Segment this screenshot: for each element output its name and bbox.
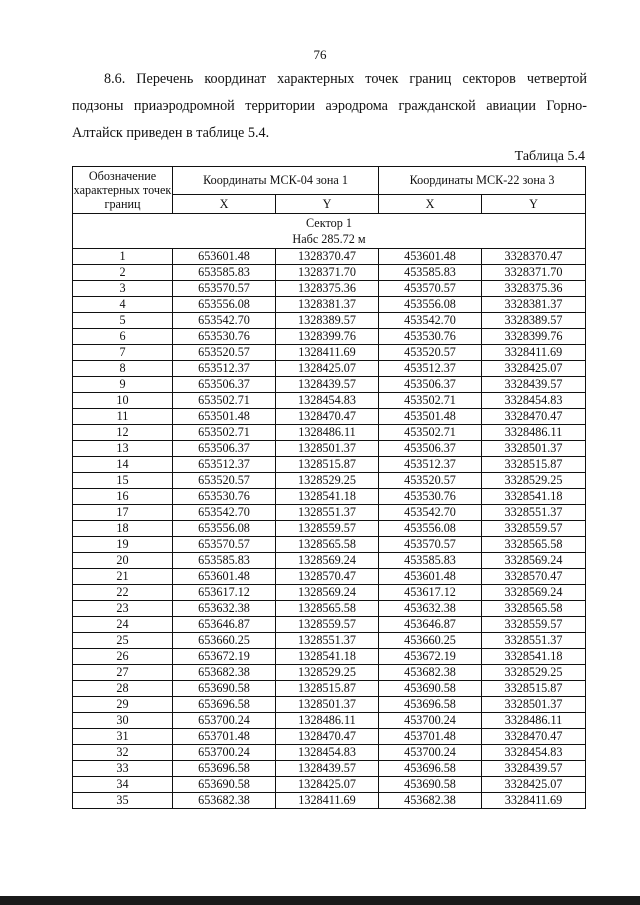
point-number-cell: 30 (73, 713, 173, 729)
table-row (73, 377, 586, 393)
msk22-y-cell: 3328454.83 (482, 393, 586, 409)
msk22-y-cell: 3328541.18 (482, 489, 586, 505)
header-msk04: Координаты МСК-04 зона 1 (173, 167, 379, 195)
msk22-y-cell: 3328399.76 (482, 329, 586, 345)
msk22-y-cell: 3328411.69 (482, 345, 586, 361)
msk04-y-cell: 1328569.24 (276, 585, 379, 601)
msk04-x-cell: 653542.70 (173, 505, 276, 521)
msk04-x-cell: 653570.57 (173, 281, 276, 297)
point-number-cell: 3 (73, 281, 173, 297)
msk04-y-cell: 1328439.57 (276, 761, 379, 777)
msk22-y-cell: 3328425.07 (482, 777, 586, 793)
msk04-x-cell: 653696.58 (173, 697, 276, 713)
point-number-cell: 34 (73, 777, 173, 793)
table-row (73, 729, 586, 745)
msk22-y-cell: 3328411.69 (482, 793, 586, 809)
point-number-cell: 15 (73, 473, 173, 489)
msk22-y-cell: 3328370.47 (482, 249, 586, 265)
msk22-x-cell: 453696.58 (379, 697, 482, 713)
table-row (73, 297, 586, 313)
msk22-y-cell: 3328559.57 (482, 617, 586, 633)
table-row (73, 313, 586, 329)
msk04-y-cell: 1328541.18 (276, 489, 379, 505)
msk04-y-cell: 1328454.83 (276, 393, 379, 409)
msk22-x-cell: 453512.37 (379, 457, 482, 473)
sector-title: Сектор 1 (306, 216, 352, 230)
table-row (73, 329, 586, 345)
msk22-x-cell: 453542.70 (379, 313, 482, 329)
msk22-x-cell: 453690.58 (379, 777, 482, 793)
msk04-y-cell: 1328541.18 (276, 649, 379, 665)
msk04-y-cell: 1328486.11 (276, 713, 379, 729)
msk22-x-cell: 453700.24 (379, 713, 482, 729)
header-msk04-y: Y (276, 195, 379, 214)
msk22-y-cell: 3328541.18 (482, 649, 586, 665)
msk22-x-cell: 453682.38 (379, 793, 482, 809)
msk22-x-cell: 453700.24 (379, 745, 482, 761)
point-number-cell: 1 (73, 249, 173, 265)
point-number-cell: 6 (73, 329, 173, 345)
msk04-y-cell: 1328501.37 (276, 697, 379, 713)
msk04-x-cell: 653646.87 (173, 617, 276, 633)
table-row (73, 345, 586, 361)
point-number-cell: 22 (73, 585, 173, 601)
table-caption: Таблица 5.4 (514, 149, 585, 164)
msk04-x-cell: 653530.76 (173, 489, 276, 505)
msk04-y-cell: 1328551.37 (276, 505, 379, 521)
msk04-x-cell: 653690.58 (173, 777, 276, 793)
msk22-x-cell: 453506.37 (379, 441, 482, 457)
point-number-cell: 7 (73, 345, 173, 361)
msk22-y-cell: 3328569.24 (482, 585, 586, 601)
table-row (73, 393, 586, 409)
table-row (73, 617, 586, 633)
msk22-y-cell: 3328559.57 (482, 521, 586, 537)
table-row (73, 489, 586, 505)
msk04-y-cell: 1328375.36 (276, 281, 379, 297)
msk04-y-cell: 1328515.87 (276, 457, 379, 473)
point-number-cell: 19 (73, 537, 173, 553)
msk22-x-cell: 453585.83 (379, 265, 482, 281)
table-row (73, 361, 586, 377)
msk22-x-cell: 453556.08 (379, 521, 482, 537)
msk04-y-cell: 1328486.11 (276, 425, 379, 441)
msk04-y-cell: 1328559.57 (276, 521, 379, 537)
table-row (73, 409, 586, 425)
msk22-x-cell: 453601.48 (379, 569, 482, 585)
table-row (73, 681, 586, 697)
msk22-y-cell: 3328439.57 (482, 761, 586, 777)
msk04-y-cell: 1328515.87 (276, 681, 379, 697)
msk04-y-cell: 1328569.24 (276, 553, 379, 569)
point-number-cell: 14 (73, 457, 173, 473)
msk22-y-cell: 3328551.37 (482, 505, 586, 521)
msk04-y-cell: 1328470.47 (276, 729, 379, 745)
msk04-x-cell: 653506.37 (173, 377, 276, 393)
msk22-y-cell: 3328565.58 (482, 601, 586, 617)
msk04-x-cell: 653570.57 (173, 537, 276, 553)
header-msk22-x: X (379, 195, 482, 214)
header-msk22-y: Y (482, 195, 586, 214)
table-row (73, 569, 586, 585)
table-row (73, 601, 586, 617)
coordinates-table (72, 166, 586, 809)
msk04-x-cell: 653501.48 (173, 409, 276, 425)
table-row (73, 761, 586, 777)
table-row (73, 457, 586, 473)
msk04-x-cell: 653632.38 (173, 601, 276, 617)
msk04-x-cell: 653660.25 (173, 633, 276, 649)
msk04-y-cell: 1328439.57 (276, 377, 379, 393)
msk04-x-cell: 653506.37 (173, 441, 276, 457)
table-row (73, 777, 586, 793)
msk22-y-cell: 3328470.47 (482, 409, 586, 425)
msk04-y-cell: 1328565.58 (276, 537, 379, 553)
msk22-x-cell: 453520.57 (379, 345, 482, 361)
msk04-y-cell: 1328425.07 (276, 777, 379, 793)
table-row (73, 713, 586, 729)
msk04-x-cell: 653530.76 (173, 329, 276, 345)
msk22-x-cell: 453585.83 (379, 553, 482, 569)
msk04-y-cell: 1328381.37 (276, 297, 379, 313)
msk22-x-cell: 453570.57 (379, 281, 482, 297)
msk22-y-cell: 3328381.37 (482, 297, 586, 313)
point-number-cell: 32 (73, 745, 173, 761)
msk04-x-cell: 653512.37 (173, 361, 276, 377)
msk22-x-cell: 453502.71 (379, 393, 482, 409)
msk04-x-cell: 653512.37 (173, 457, 276, 473)
table-row (73, 265, 586, 281)
table-row (73, 473, 586, 489)
msk04-x-cell: 653700.24 (173, 745, 276, 761)
msk22-y-cell: 3328570.47 (482, 569, 586, 585)
point-number-cell: 8 (73, 361, 173, 377)
table-row (73, 553, 586, 569)
msk04-y-cell: 1328565.58 (276, 601, 379, 617)
table-row (73, 745, 586, 761)
page-number: 76 (313, 47, 327, 62)
msk04-y-cell: 1328470.47 (276, 409, 379, 425)
msk04-y-cell: 1328501.37 (276, 441, 379, 457)
point-number-cell: 13 (73, 441, 173, 457)
msk22-x-cell: 453601.48 (379, 249, 482, 265)
msk04-x-cell: 653617.12 (173, 585, 276, 601)
msk22-y-cell: 3328515.87 (482, 457, 586, 473)
table-body (73, 214, 586, 809)
msk22-x-cell: 453690.58 (379, 681, 482, 697)
msk04-y-cell: 1328399.76 (276, 329, 379, 345)
point-number-cell: 2 (73, 265, 173, 281)
msk04-x-cell: 653502.71 (173, 393, 276, 409)
msk22-y-cell: 3328439.57 (482, 377, 586, 393)
msk22-x-cell: 453556.08 (379, 297, 482, 313)
table-row (73, 441, 586, 457)
msk22-y-cell: 3328529.25 (482, 473, 586, 489)
msk04-y-cell: 1328570.47 (276, 569, 379, 585)
msk22-y-cell: 3328529.25 (482, 665, 586, 681)
msk04-y-cell: 1328559.57 (276, 617, 379, 633)
msk22-x-cell: 453672.19 (379, 649, 482, 665)
msk04-x-cell: 653585.83 (173, 265, 276, 281)
msk04-x-cell: 653682.38 (173, 793, 276, 809)
msk22-y-cell: 3328486.11 (482, 713, 586, 729)
msk04-x-cell: 653556.08 (173, 297, 276, 313)
msk04-x-cell: 653520.57 (173, 345, 276, 361)
msk04-x-cell: 653690.58 (173, 681, 276, 697)
msk22-y-cell: 3328565.58 (482, 537, 586, 553)
sector-cell (73, 214, 586, 249)
msk04-y-cell: 1328411.69 (276, 793, 379, 809)
msk22-y-cell: 3328425.07 (482, 361, 586, 377)
msk22-y-cell: 3328551.37 (482, 633, 586, 649)
point-number-cell: 25 (73, 633, 173, 649)
msk04-y-cell: 1328411.69 (276, 345, 379, 361)
point-number-cell: 12 (73, 425, 173, 441)
msk22-x-cell: 453502.71 (379, 425, 482, 441)
msk22-x-cell: 453542.70 (379, 505, 482, 521)
point-number-cell: 35 (73, 793, 173, 809)
msk22-y-cell: 3328389.57 (482, 313, 586, 329)
point-number-cell: 17 (73, 505, 173, 521)
point-number-cell: 4 (73, 297, 173, 313)
table-row (73, 281, 586, 297)
msk04-y-cell: 1328425.07 (276, 361, 379, 377)
msk04-x-cell: 653696.58 (173, 761, 276, 777)
table-header-row (73, 167, 586, 195)
intro-paragraph: 8.6. Перечень координат характерных точек границ секторов четвертой подзоны приаэродромной территории аэродрома гражданской авиации Горно-Алтайск приведен в таблице 5.4. (72, 71, 587, 141)
msk04-x-cell: 653682.38 (173, 665, 276, 681)
point-number-cell: 16 (73, 489, 173, 505)
point-number-cell: 5 (73, 313, 173, 329)
msk22-x-cell: 453530.76 (379, 329, 482, 345)
msk22-x-cell: 453632.38 (379, 601, 482, 617)
msk22-y-cell: 3328501.37 (482, 441, 586, 457)
table-row (73, 585, 586, 601)
msk22-y-cell: 3328375.36 (482, 281, 586, 297)
msk04-x-cell: 653520.57 (173, 473, 276, 489)
msk22-x-cell: 453530.76 (379, 489, 482, 505)
msk04-x-cell: 653700.24 (173, 713, 276, 729)
msk04-y-cell: 1328370.47 (276, 249, 379, 265)
point-number-cell: 11 (73, 409, 173, 425)
msk22-y-cell: 3328454.83 (482, 745, 586, 761)
msk04-x-cell: 653585.83 (173, 553, 276, 569)
msk04-x-cell: 653542.70 (173, 313, 276, 329)
header-designation: Обозначение характерных точек границ (73, 167, 173, 214)
table-row (73, 537, 586, 553)
table-row (73, 649, 586, 665)
point-number-cell: 33 (73, 761, 173, 777)
point-number-cell: 28 (73, 681, 173, 697)
header-msk22: Координаты МСК-22 зона 3 (379, 167, 586, 195)
point-number-cell: 31 (73, 729, 173, 745)
msk04-y-cell: 1328454.83 (276, 745, 379, 761)
scan-bottom-edge (0, 896, 640, 905)
msk22-x-cell: 453506.37 (379, 377, 482, 393)
msk04-y-cell: 1328371.70 (276, 265, 379, 281)
point-number-cell: 10 (73, 393, 173, 409)
sector-row (73, 214, 586, 249)
msk22-x-cell: 453660.25 (379, 633, 482, 649)
msk22-y-cell: 3328470.47 (482, 729, 586, 745)
msk04-x-cell: 653556.08 (173, 521, 276, 537)
msk22-x-cell: 453646.87 (379, 617, 482, 633)
msk04-y-cell: 1328389.57 (276, 313, 379, 329)
point-number-cell: 20 (73, 553, 173, 569)
msk22-y-cell: 3328515.87 (482, 681, 586, 697)
msk04-y-cell: 1328551.37 (276, 633, 379, 649)
table-row (73, 505, 586, 521)
point-number-cell: 9 (73, 377, 173, 393)
msk22-x-cell: 453696.58 (379, 761, 482, 777)
msk22-y-cell: 3328569.24 (482, 553, 586, 569)
coordinates-table-wrapper (72, 166, 585, 809)
msk22-x-cell: 453512.37 (379, 361, 482, 377)
msk22-y-cell: 3328486.11 (482, 425, 586, 441)
table-row (73, 249, 586, 265)
msk04-y-cell: 1328529.25 (276, 473, 379, 489)
msk22-y-cell: 3328501.37 (482, 697, 586, 713)
table-row (73, 521, 586, 537)
msk04-y-cell: 1328529.25 (276, 665, 379, 681)
table-row (73, 793, 586, 809)
table-row (73, 633, 586, 649)
msk22-x-cell: 453617.12 (379, 585, 482, 601)
point-number-cell: 29 (73, 697, 173, 713)
msk04-x-cell: 653601.48 (173, 569, 276, 585)
point-number-cell: 24 (73, 617, 173, 633)
msk22-x-cell: 453701.48 (379, 729, 482, 745)
msk22-x-cell: 453520.57 (379, 473, 482, 489)
table-row (73, 665, 586, 681)
msk22-x-cell: 453570.57 (379, 537, 482, 553)
msk22-x-cell: 453501.48 (379, 409, 482, 425)
point-number-cell: 23 (73, 601, 173, 617)
header-msk04-x: X (173, 195, 276, 214)
msk04-x-cell: 653502.71 (173, 425, 276, 441)
msk22-x-cell: 453682.38 (379, 665, 482, 681)
point-number-cell: 21 (73, 569, 173, 585)
msk04-x-cell: 653701.48 (173, 729, 276, 745)
msk04-x-cell: 653601.48 (173, 249, 276, 265)
sector-subtitle: Набс 285.72 м (292, 232, 366, 246)
msk22-y-cell: 3328371.70 (482, 265, 586, 281)
table-row (73, 697, 586, 713)
msk04-x-cell: 653672.19 (173, 649, 276, 665)
point-number-cell: 26 (73, 649, 173, 665)
point-number-cell: 27 (73, 665, 173, 681)
point-number-cell: 18 (73, 521, 173, 537)
table-row (73, 425, 586, 441)
